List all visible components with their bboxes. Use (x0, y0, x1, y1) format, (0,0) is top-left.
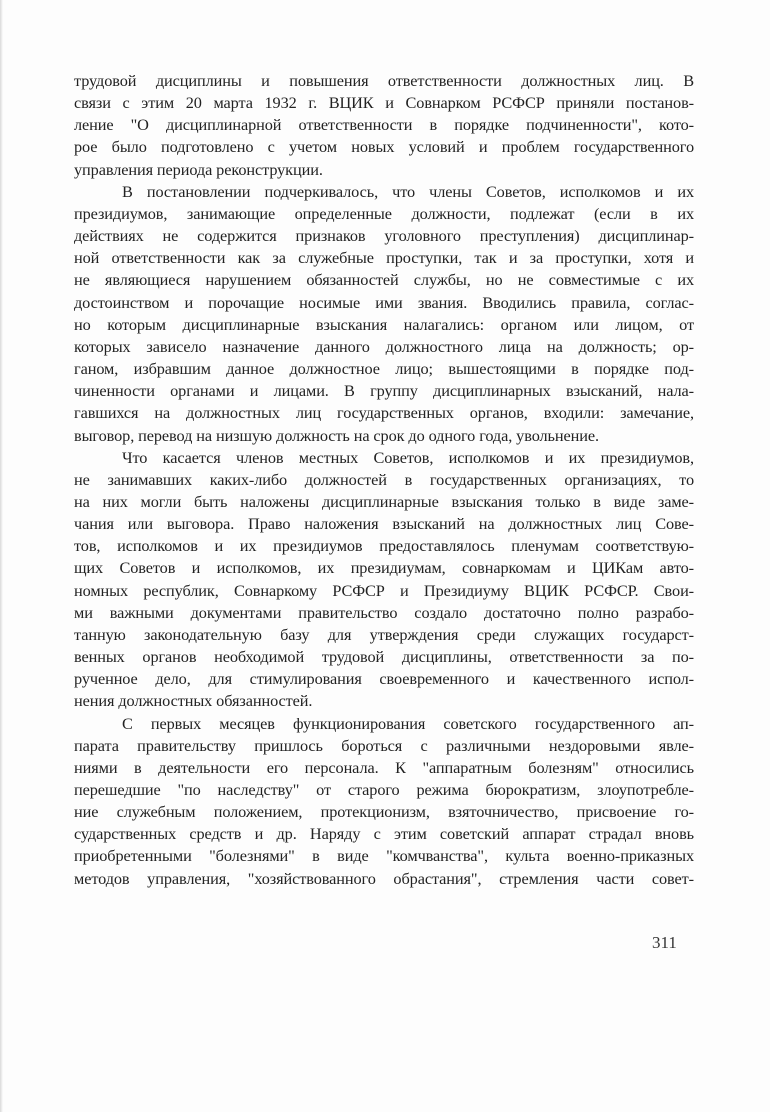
scan-edge-shadow (0, 0, 3, 1112)
text-line: ление "О дисциплинарной ответственности в порядке подчиненности", кото- (74, 115, 694, 135)
text-line: трудовой дисциплины и повышения ответственности должностных лиц. В (74, 71, 694, 90)
text-line: нения должностных обязанностей. (74, 691, 313, 711)
text-line: номных республик, Совнаркому РСФСР и Президиуму ВЦИК РСФСР. Свои- (74, 580, 694, 600)
text-line: рое было подготовлено с учетом новых условий и проблем государственного (74, 137, 694, 157)
text-line: ной ответственности как за служебные проступки, так и за проступки, хотя и (74, 248, 694, 268)
paragraph-2 (74, 181, 694, 447)
text-line: которых зависело назначение данного должностного лица на должность; ор- (74, 336, 694, 356)
text-line: перешедшие "по наследству" от старого режима бюрократизм, злоупотребле- (74, 780, 694, 799)
text-line: но которым дисциплинарные взыскания налагались: органом или лицом, от (74, 314, 694, 334)
text-line: ганом, избравшим данное должностное лицо; вышестоящими в порядке под- (74, 359, 694, 379)
text-line: чиненности органами и лицами. В группу дисциплинарных взысканий, нала- (74, 381, 694, 401)
text-line: ние служебным положением, протекционизм, взяточничество, присвоение го- (74, 802, 694, 822)
text-line: парата правительству пришлось бороться с различными нездоровыми явле- (74, 735, 694, 755)
body-text (74, 70, 694, 890)
text-line: венных органов необходимой трудовой дисциплины, ответственности за по- (74, 647, 694, 667)
text-line: достоинством и порочащие носимые ими звания. Вводились правила, соглас- (74, 292, 694, 312)
text-line: рученное дело, для стимулирования своевременного и качественного испол- (74, 669, 694, 689)
text-line: ниями в деятельности его персонала. К "аппаратным болезням" относились (74, 757, 694, 777)
text-line: президиумов, занимающие определенные должности, подлежат (если в их (74, 203, 694, 223)
paragraph-4 (74, 713, 694, 890)
text-line: В постановлении подчеркивалось, что члены Советов, исполкомов и их (122, 181, 694, 201)
text-line: действиях не содержится признаков уголовного преступления) дисциплинар- (74, 226, 694, 246)
text-line: управления периода реконструкции. (74, 159, 323, 179)
text-line: Что касается членов местных Советов, исполкомов и их президиумов, (122, 447, 694, 467)
text-line: методов управления, "хозяйствованного обрастания", стремления части совет- (74, 868, 694, 888)
text-line: тов, исполкомов и их президиумов предоставлялось пленумам соответствую- (74, 536, 694, 556)
text-line: не занимавших каких-либо должностей в государственных организациях, то (74, 469, 694, 489)
text-line: не являющиеся нарушением обязанностей службы, но не совместимые с их (74, 270, 694, 290)
text-line: чания или выговора. Право наложения взысканий на должностных лиц Сове- (74, 514, 694, 534)
text-line: связи с этим 20 марта 1932 г. ВЦИК и Совнарком РСФСР приняли постанов- (74, 93, 694, 113)
text-line: приобретенными "болезнями" в виде "комчванства", культа военно-приказных (74, 846, 694, 866)
text-line: ми важными документами правительство создало достаточно полно разрабо- (74, 602, 694, 622)
text-line: танную законодательную базу для утверждения среди служащих государст- (74, 624, 694, 644)
text-line: С первых месяцев функционирования советского государственного ап- (122, 713, 694, 733)
text-line: на них могли быть наложены дисциплинарные взыскания только в виде заме- (74, 491, 694, 511)
text-line: гавшихся на должностных лиц государственных органов, входили: замечание, (74, 403, 694, 423)
page-number: 311 (652, 933, 677, 952)
text-line: сударственных средств и др. Наряду с этим советский аппарат страдал вновь (74, 824, 694, 844)
text-line: щих Советов и исполкомов, их президиумам, совнаркомам и ЦИКам авто- (74, 558, 694, 578)
paragraph-3 (74, 447, 694, 713)
paragraph-1 (74, 70, 694, 181)
text-line: выговор, перевод на низшую должность на срок до одного года, увольнение. (74, 425, 599, 445)
